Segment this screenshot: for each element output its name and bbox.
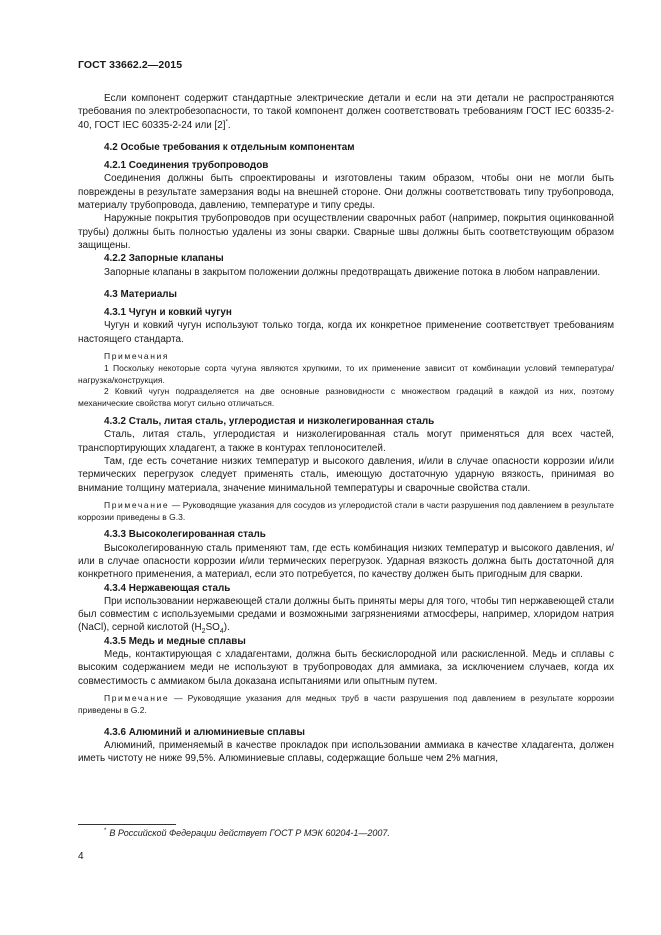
section-4-3-1-title: 4.3.1 Чугун и ковкий чугун bbox=[104, 307, 232, 319]
section-4-3-5-paragraph-1: Медь, контактирующая с хладагентами, должна быть бескислородной или раскисленной. Медь и сплавы с высоким содержанием меди не используют в трубопроводах для аммиака, за исключением случаев, когда их совместимость с аммиаком была доказана испытаниями или опытным путем. bbox=[78, 649, 614, 687]
section-4-2-1-paragraph-2: Наружные покрытия трубопроводов при осуществлении сварочных работ (например, покрытия оцинкованной трубы) должны быть полностью удалены из зоны сварки. Сварные швы должны быть соответствующим образом защищены. bbox=[78, 213, 614, 251]
section-4-2-2-paragraph-1: Запорные клапаны в закрытом положении должны предотвращать движение потока в любом направлении. bbox=[104, 266, 601, 278]
footnote-text: В Российской Федерации действует ГОСТ Р МЭК 60204-1—2007. bbox=[109, 828, 390, 838]
section-4-3-5-note bbox=[78, 693, 614, 717]
footnote-divider bbox=[78, 824, 176, 825]
footnote-ref: * bbox=[225, 119, 228, 126]
section-4-3-6-paragraph-1: Алюминий, применяемый в качестве прокладок при использовании аммиака в качестве хладагента, должен иметь чистоту не ниже 99,5%. Алюминиевые сплавы, содержащие больше чем 2% магния, bbox=[78, 739, 614, 765]
intro-paragraph bbox=[78, 92, 614, 132]
page-number: 4 bbox=[78, 851, 84, 862]
note-2: 2 Ковкий чугун подразделяется на две основные разновидности с множеством градаций в каждой из них, поэтому механические свойства могут сильно отличаться. bbox=[78, 386, 614, 409]
section-4-3-2-title: 4.3.2 Сталь, литая сталь, углеродистая и низколегированная сталь bbox=[104, 416, 435, 428]
section-4-3-5-title: 4.3.5 Медь и медные сплавы bbox=[104, 635, 246, 647]
section-4-3-4-title: 4.3.4 Нержавеющая сталь bbox=[104, 582, 231, 594]
section-4-2-2-title: 4.2.2 Запорные клапаны bbox=[104, 253, 224, 265]
document-header: ГОСТ 33662.2—2015 bbox=[78, 59, 183, 71]
section-4-2-title: 4.2 Особые требования к отдельным компонентам bbox=[104, 141, 355, 153]
footnote-mark: * bbox=[104, 828, 107, 834]
section-4-3-1-paragraph-1: Чугун и ковкий чугун используют только тогда, когда их конкретное применение соответствует требованиям настоящего стандарта. bbox=[78, 320, 614, 345]
subscript: 2 bbox=[201, 628, 206, 636]
section-4-3-3-title: 4.3.3 Высоколегированная сталь bbox=[104, 529, 266, 541]
section-4-3-2-paragraph-1: Сталь, литая сталь, углеродистая и низколегированная сталь могут применяться для всех частей, транспортирующих хладагент, а также в контурах теплоносителей. bbox=[78, 429, 614, 454]
notes-label: Примечания bbox=[104, 351, 170, 362]
subscript: 4 bbox=[219, 628, 224, 636]
note-text: — Руководящие указания для медных труб в части разрушения под давлением в результате коррозии приведены в G.2. bbox=[78, 692, 614, 715]
text: ). bbox=[223, 622, 230, 634]
document-body bbox=[78, 92, 614, 765]
note-label: Примечание bbox=[104, 692, 170, 703]
note-label: Примечание bbox=[104, 499, 170, 510]
section-4-2-1-paragraph-1: Соединения должны быть спроектированы и изготовлены таким образом, чтобы они не могли быть повреждены в результате замерзания воды на внешней стороне. Они должны соответствовать типу трубопровода, материалу трубопровода, давлению, температуре и типу среды. bbox=[78, 173, 614, 212]
section-4-3-4-paragraph-1 bbox=[78, 595, 614, 635]
note-1: 1 Поскольку некоторые сорта чугуна являются хрупкими, то их применение зависит от комбинации условий температура/нагрузка/конструкция. bbox=[78, 362, 614, 385]
intro-end: . bbox=[227, 119, 231, 131]
note-text: — Руководящие указания для сосудов из углеродистой стали в части разрушения под давлением в результате коррозии приведены в G.3. bbox=[78, 499, 614, 522]
section-4-3-6-title: 4.3.6 Алюминий и алюминиевые сплавы bbox=[104, 726, 305, 738]
text: При использовании нержавеющей стали должны быть приняты меры для того, чтобы тип нержавеющей стали был совместим с используемыми средами и возможными загрязнениями атмосферы, например, хлоридом натрия (NaCl), серной кислотой (H bbox=[78, 595, 614, 634]
text: SO bbox=[205, 622, 220, 634]
footnote bbox=[104, 828, 390, 838]
section-4-2-1-title: 4.2.1 Соединения трубопроводов bbox=[104, 160, 269, 172]
section-4-3-2-note bbox=[78, 500, 614, 524]
intro-text: Если компонент содержит стандартные электрические детали и если на эти детали не распространяются требования по электробезопасности, то такой компонент должен соответствовать требованиям ГОСТ IEC 60335-2-40, ГОСТ IEC 60335-2-24 или [2] bbox=[78, 93, 614, 131]
section-4-3-3-paragraph-1: Высоколегированную сталь применяют там, где есть комбинация низких температур и высокого давления, и/или в случае опасности коррозии и/или термических перегрузок. Ударная вязкость должна быть достаточной для конкретного применения, а материал, если это потребуется, по качеству должен быть пригодным для сварки. bbox=[78, 542, 614, 581]
section-4-3-title: 4.3 Материалы bbox=[104, 288, 177, 300]
section-4-3-2-paragraph-2: Там, где есть сочетание низких температур и высокого давления, и/или в случае опасности коррозии и/или термических перегрузок следует применять сталь, имеющую достаточную ударную вязкость, принимая во внимание толщину материала, значение минимальной температуры и сварочные свойства стали. bbox=[78, 455, 614, 494]
